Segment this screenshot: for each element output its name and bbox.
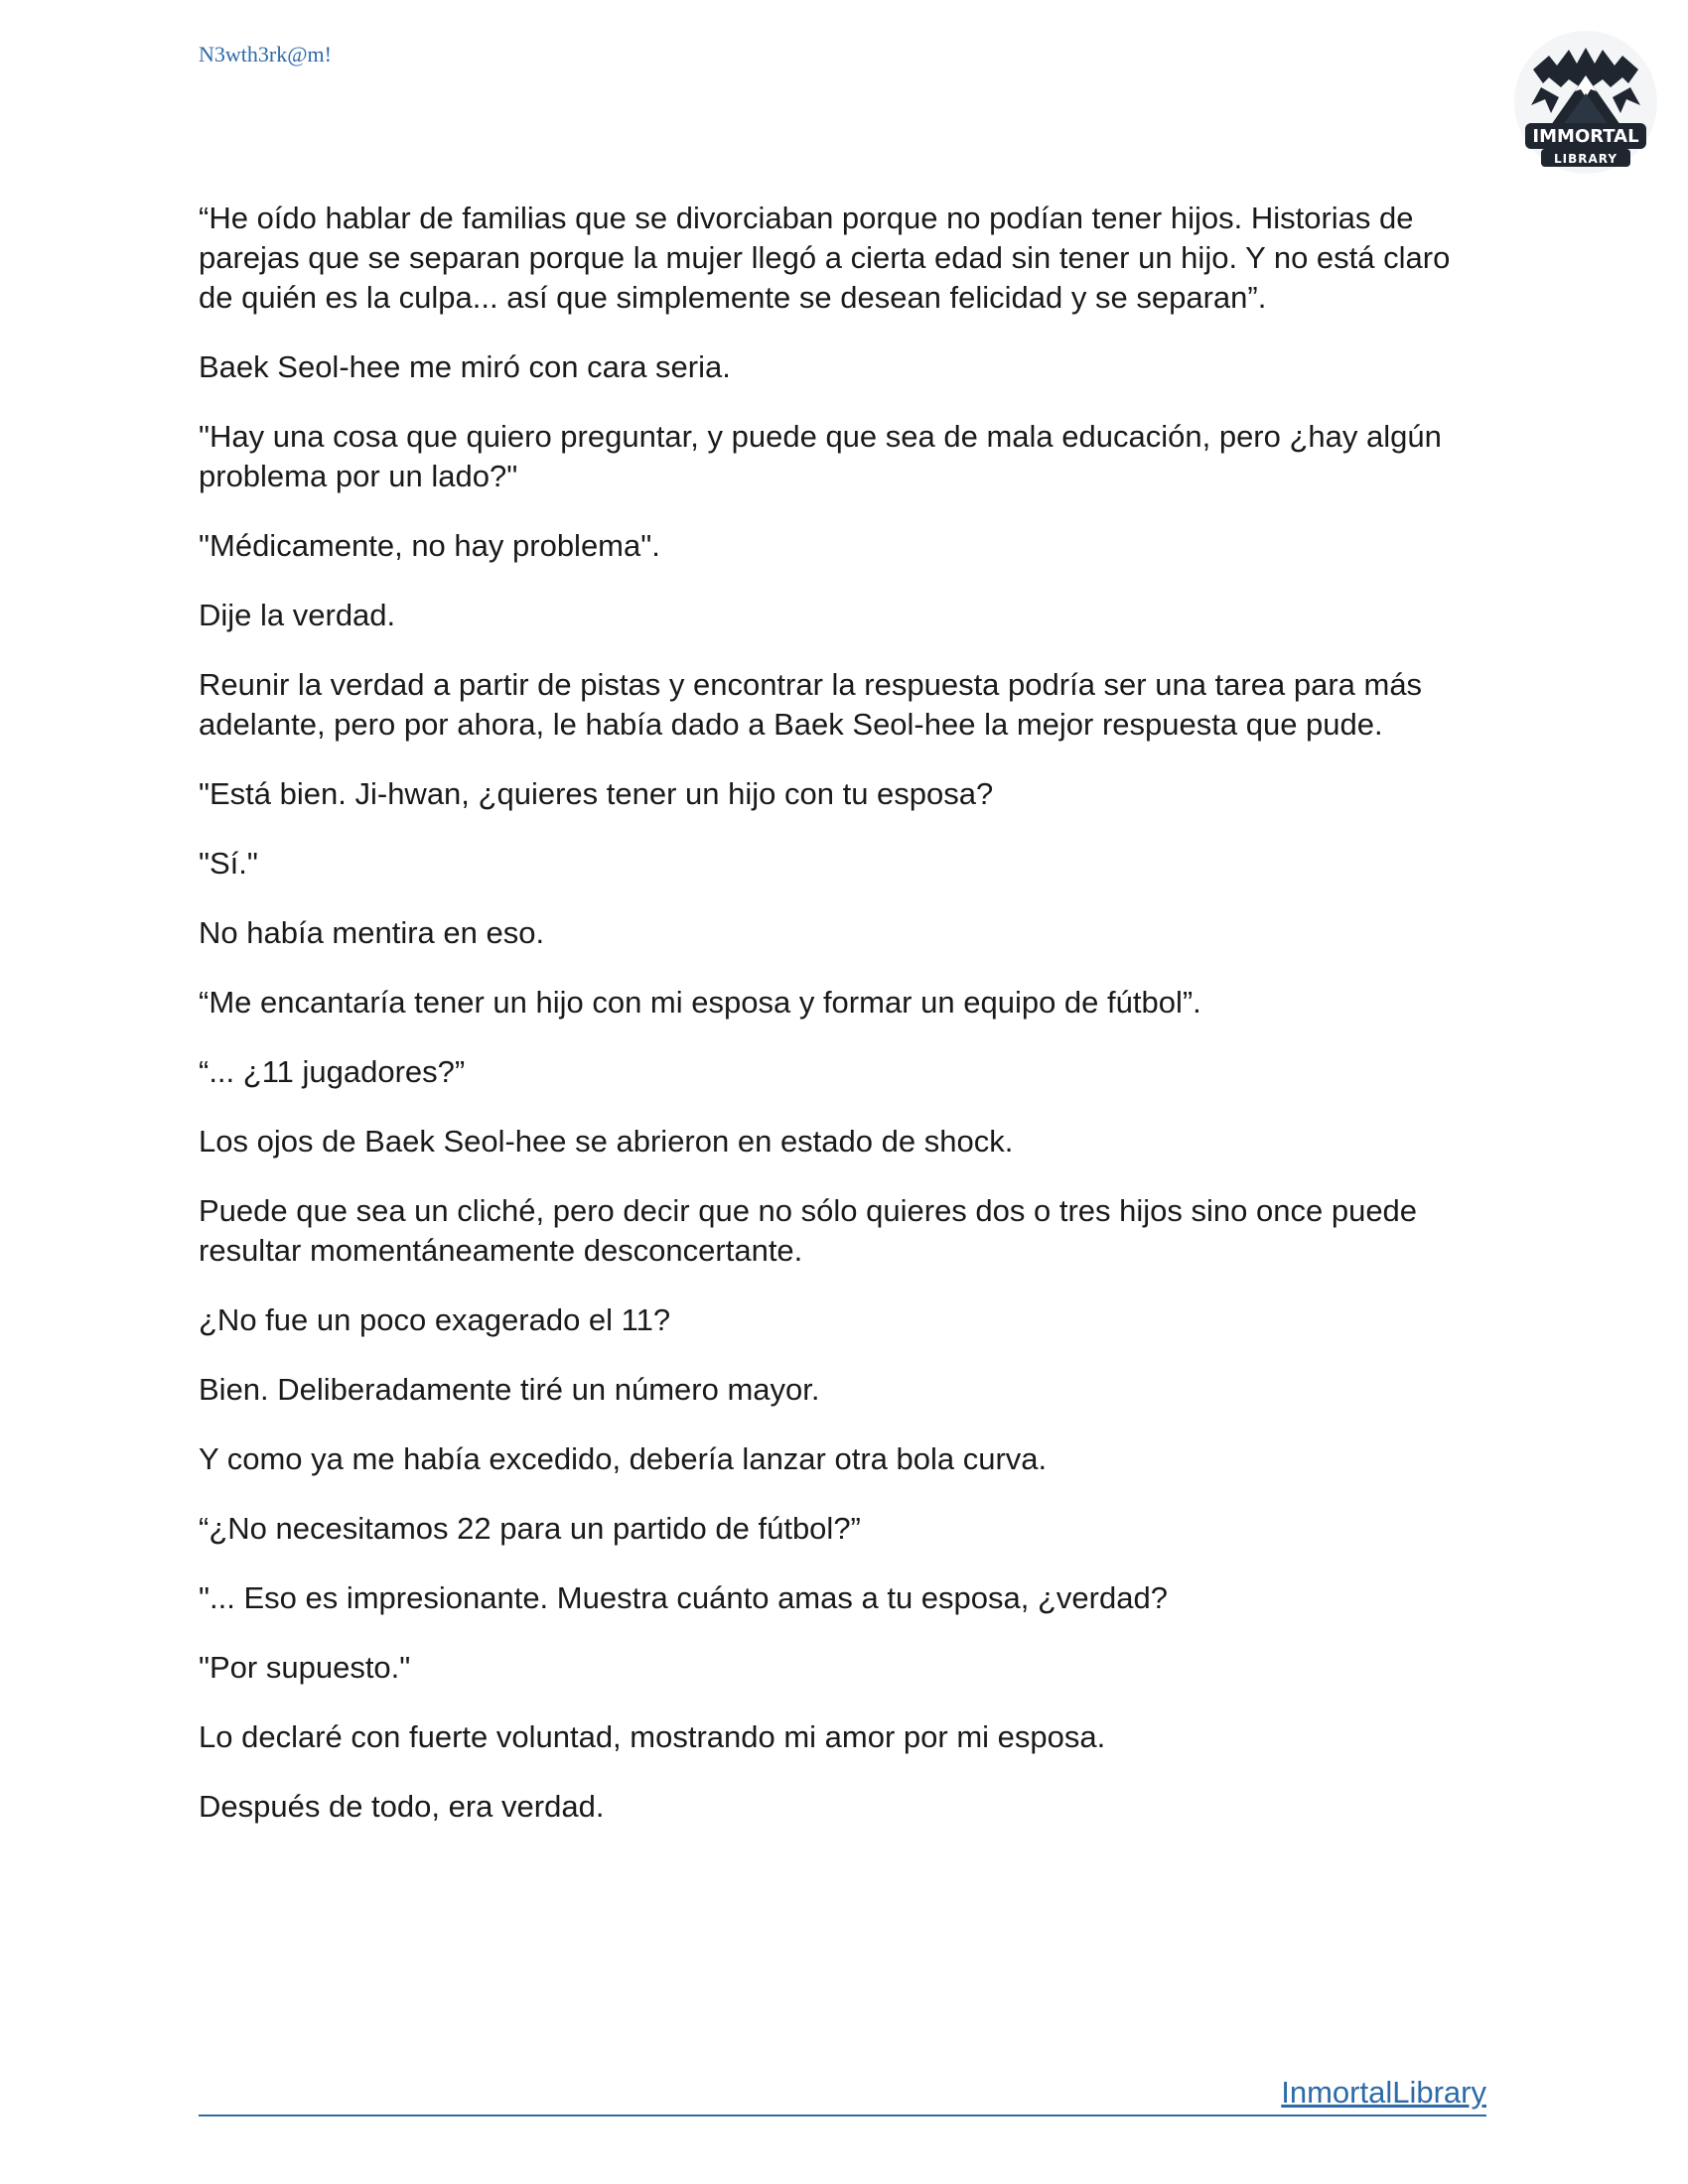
paragraph: Los ojos de Baek Seol-hee se abrieron en estado de shock. (199, 1124, 1014, 1159)
paragraph: "Médicamente, no hay problema". (199, 528, 660, 563)
paragraph: "Está bien. Ji-hwan, ¿quieres tener un hijo con tu esposa? (199, 776, 994, 811)
paragraph: “... ¿11 jugadores?” (199, 1054, 466, 1089)
paragraph: “He oído hablar de familias que se divorciaban porque no podían tener hijos. Historias de parejas que se separan porque la mujer llegó a cierta edad sin tener un hijo. Y no está claro de quién es la culpa... así que simplemente se desean felicidad y se separan”. (199, 201, 1451, 315)
chapter-body (199, 199, 1489, 1856)
paragraph: ¿No fue un poco exagerado el 11? (199, 1302, 671, 1337)
paragraph: "Sí." (199, 846, 258, 881)
logo-line1: IMMORTAL (1532, 126, 1639, 147)
paragraph: Dije la verdad. (199, 598, 396, 632)
footer-rule (199, 2073, 1486, 2116)
paragraph: Reunir la verdad a partir de pistas y encontrar la respuesta podría ser una tarea para más adelante, pero por ahora, le había dado a Baek Seol-hee la mejor respuesta que pude. (199, 667, 1423, 742)
paragraph: No había mentira en eso. (199, 915, 545, 950)
paragraph: “¿No necesitamos 22 para un partido de fútbol?” (199, 1511, 861, 1546)
paragraph: Después de todo, era verdad. (199, 1789, 605, 1824)
paragraph: "Hay una cosa que quiero preguntar, y puede que sea de mala educación, pero ¿hay algún problema por un lado?" (199, 419, 1442, 493)
footer-link[interactable]: InmortalLibrary (1281, 2075, 1486, 2110)
paragraph: Y como ya me había excedido, debería lanzar otra bola curva. (199, 1441, 1048, 1476)
paragraph: Bien. Deliberadamente tiré un número mayor. (199, 1372, 820, 1407)
header-tag: N3wth3rk@m! (199, 42, 332, 67)
paragraph: “Me encantaría tener un hijo con mi esposa y formar un equipo de fútbol”. (199, 985, 1201, 1020)
immortal-library-crest-icon (1511, 28, 1660, 177)
paragraph: Puede que sea un cliché, pero decir que no sólo quieres dos o tres hijos sino once puede resultar momentáneamente desconcertante. (199, 1193, 1418, 1268)
paragraph: "... Eso es impresionante. Muestra cuánto amas a tu esposa, ¿verdad? (199, 1580, 1168, 1615)
paragraph: "Por supuesto." (199, 1650, 411, 1685)
logo-line2: LIBRARY (1553, 152, 1618, 166)
paragraph: Baek Seol-hee me miró con cara seria. (199, 349, 731, 384)
paragraph: Lo declaré con fuerte voluntad, mostrando mi amor por mi esposa. (199, 1719, 1106, 1754)
